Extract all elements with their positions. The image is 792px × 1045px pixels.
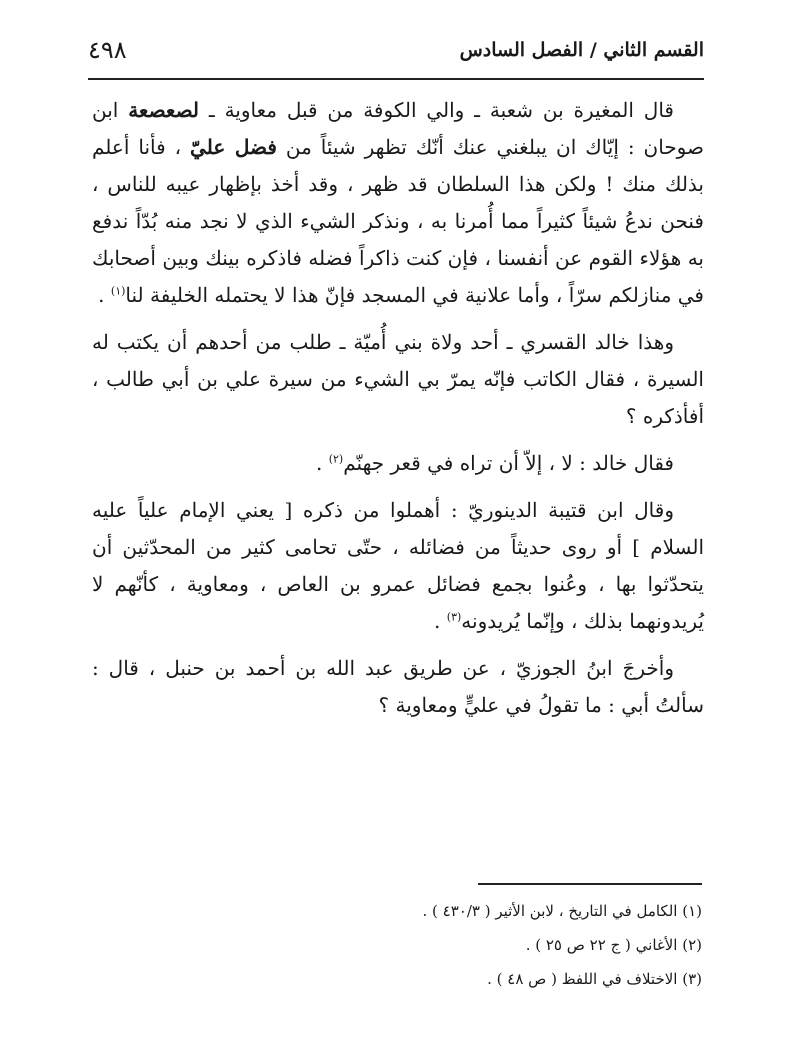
paragraph-3-end: . bbox=[315, 451, 329, 475]
paragraph-4-text: وقال ابن قتيبة الدينوريّ : أهملوا من ذكره [ يعني الإمام علياً عليه السلام ] أو روى حديثاً من فضائله ، حتّى تحامى كثير من المحدّثين أن يتحدّثوا بها ، وعُنوا بجمع فضائل عمرو بن العاص ، ومعاوية ، كأنّهم لا يُريدونهما بذلك ، وإنّما يُريدونه bbox=[92, 498, 705, 633]
paragraph-4 bbox=[92, 492, 704, 640]
running-title: القسم الثاني / الفصل السادس bbox=[459, 39, 704, 61]
paragraph-3 bbox=[92, 445, 704, 482]
paragraph-1-text-a: قال المغيرة بن شعبة ـ والي الكوفة من قبل معاوية ـ bbox=[199, 98, 674, 122]
footnote-2: (٢) الأغاني ( ج ٢٢ ص ٢٥ ) . bbox=[525, 936, 702, 954]
header-rule bbox=[88, 78, 704, 80]
paragraph-5 bbox=[92, 650, 704, 724]
paragraph-5-text: وأخرجَ ابنُ الجوزيّ ، عن طريق عبد الله بن أحمد بن حنبل ، قال : سألتُ أبي : ما تقولُ في عليٍّ ومعاوية ؟ bbox=[92, 656, 704, 717]
footnotes bbox=[92, 894, 702, 996]
paragraph-4-end: . bbox=[434, 609, 447, 633]
body-text bbox=[92, 92, 704, 734]
footnote-3: (٣) الاختلاف في اللفظ ( ص ٤٨ ) . bbox=[487, 970, 702, 988]
paragraph-2 bbox=[92, 324, 704, 435]
footnote-rule bbox=[478, 883, 702, 885]
paragraph-1 bbox=[92, 92, 704, 314]
paragraph-1-bold-a: لصعصعة bbox=[128, 98, 200, 122]
paragraph-1-text-b: ابن صوحان : إيّاك ان يبلغني عنك أنّك تظهر شيئاً من bbox=[92, 98, 704, 159]
footnote-marker-3: (٣) bbox=[446, 610, 462, 624]
page-header bbox=[88, 26, 704, 74]
paragraph-1-text-c: ، فأنا أعلم بذلك منك ! ولكن هذا السلطان قد ظهر ، وقد أخذ بإظهار عيبه للناس ، فنحن ندعُ شيئاً كثيراً مما أُمرنا به ، ونذكر الشيء الذي لا نجد منه بُدّاً ندفع به هؤلاء القوم عن أنفسنا ، فإن كنت ذاكراً فضله فاذكره بينك وبين أصحابك في منازلكم سرّاً ، وأما علانية في المسجد فإنّ هذا لا يحتمله الخليفة لنا bbox=[92, 135, 704, 307]
paragraph-1-bold-b: فضل عليّ bbox=[190, 135, 277, 159]
footnote-marker-2: (٢) bbox=[328, 452, 344, 466]
page-number: ٤٩٨ bbox=[88, 36, 127, 64]
footnote-marker-1: (١) bbox=[110, 284, 126, 298]
footnote-1: (١) الكامل في التاريخ ، لابن الأثير ( ٤٣٠/٣ ) . bbox=[422, 902, 702, 920]
paragraph-2-text: وهذا خالد القسري ـ أحد ولاة بني أُميّة ـ طلب من أحدهم أن يكتب له السيرة ، فقال الكاتب فإنّه يمرّ بي الشيء من سيرة علي بن أبي طالب ، أفأذكره ؟ bbox=[92, 330, 704, 428]
paragraph-3-text: فقال خالد : لا ، إلاّ أن تراه في قعر جهنّم bbox=[343, 451, 674, 475]
paragraph-1-end: . bbox=[98, 283, 111, 307]
